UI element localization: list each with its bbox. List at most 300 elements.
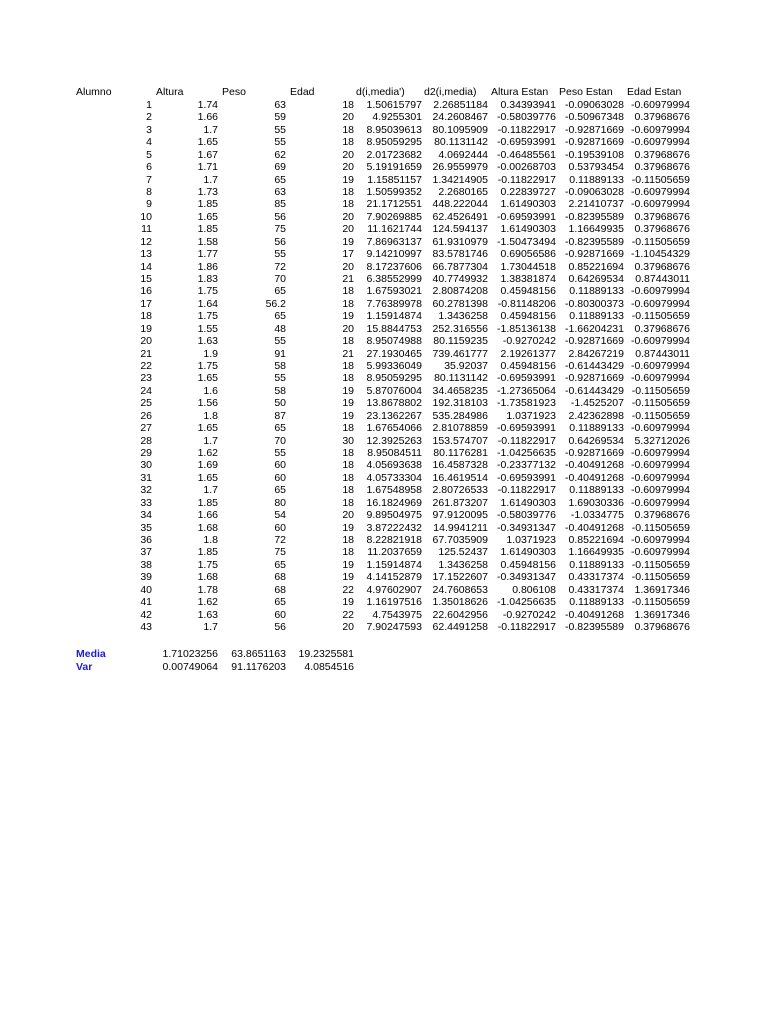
cell-edad-estan: 0.87443011 [635, 273, 690, 286]
cell-altura-estan: 0.45948156 [500, 558, 556, 571]
cell-peso: 63 [274, 99, 286, 111]
cell-peso-estan: 0.11889133 [569, 173, 624, 186]
table-row [0, 422, 768, 434]
cell-edad-estan: 0.87443011 [635, 347, 690, 360]
cell-peso-estan: 2.42362898 [568, 409, 624, 422]
cell-d2: 35.92037 [444, 360, 488, 373]
table-row [0, 223, 768, 235]
cell-d2: 62.4526491 [432, 210, 488, 223]
cell-d2: 62.4491258 [432, 621, 488, 634]
stat-var-peso: 91.1176203 [231, 661, 286, 673]
cell-edad-estan: -0.11505659 [631, 310, 690, 323]
cell-d2: 34.4658235 [432, 384, 488, 397]
cell-edad: 18 [342, 186, 354, 198]
cell-d: 8.95059295 [366, 372, 422, 385]
cell-d: 1.67548958 [366, 484, 422, 497]
cell-d: 4.14152879 [366, 571, 422, 584]
cell-edad-estan: -1.10454329 [631, 248, 690, 261]
table-row [0, 136, 768, 148]
cell-edad: 18 [342, 459, 354, 472]
cell-altura-estan: -0.11822917 [497, 621, 556, 634]
cell-alumno: 39 [140, 571, 152, 584]
cell-alumno: 32 [140, 484, 152, 497]
cell-peso: 87 [274, 409, 286, 422]
cell-d: 23.1362267 [366, 409, 422, 422]
stat-var-edad: 4.0854516 [304, 661, 354, 673]
cell-alumno: 26 [140, 409, 152, 422]
cell-d: 1.15914874 [366, 310, 422, 323]
cell-edad: 21 [342, 273, 354, 286]
cell-edad: 18 [342, 447, 354, 460]
cell-altura-estan: -0.69593991 [497, 372, 556, 385]
cell-edad-estan: -0.60979994 [631, 484, 690, 497]
cell-alumno: 27 [140, 422, 152, 435]
cell-altura: 1.74 [197, 99, 218, 111]
cell-alumno: 7 [146, 173, 152, 186]
table-row [0, 609, 768, 621]
cell-edad-estan: -0.60979994 [631, 496, 690, 509]
cell-peso: 68 [274, 583, 286, 596]
cell-alumno: 28 [140, 434, 152, 447]
cell-edad: 20 [342, 621, 354, 634]
cell-alumno: 43 [140, 621, 152, 634]
cell-peso: 55 [274, 123, 286, 136]
cell-altura: 1.85 [197, 223, 218, 236]
cell-alumno: 2 [146, 111, 152, 124]
table-row [0, 571, 768, 583]
cell-altura: 1.62 [197, 447, 218, 460]
cell-peso-estan: 0.64269534 [568, 434, 624, 447]
table-row [0, 149, 768, 161]
cell-d: 12.3925263 [366, 434, 422, 447]
cell-d: 3.87222432 [366, 521, 422, 534]
cell-peso-estan: -1.0334775 [570, 509, 624, 522]
table-row [0, 435, 768, 447]
cell-alumno: 38 [140, 558, 152, 571]
cell-altura: 1.83 [197, 273, 218, 286]
cell-d2: 16.4587328 [432, 459, 488, 472]
cell-peso: 58 [274, 384, 286, 397]
cell-alumno: 37 [140, 546, 152, 559]
cell-d: 1.15851157 [367, 173, 422, 186]
cell-edad: 18 [342, 285, 354, 298]
cell-altura-estan: -1.85136138 [497, 322, 556, 335]
table-row [0, 497, 768, 509]
cell-edad: 19 [342, 409, 354, 422]
table-row [0, 534, 768, 546]
cell-altura-estan: -0.11822917 [497, 123, 556, 136]
cell-peso: 65 [274, 484, 286, 497]
cell-peso-estan: 0.11889133 [569, 484, 624, 497]
cell-altura-estan: -1.27365064 [497, 384, 556, 397]
cell-altura: 1.58 [197, 235, 218, 248]
cell-d: 7.90247593 [366, 621, 422, 634]
cell-alumno: 31 [140, 471, 152, 484]
cell-d: 15.8844753 [366, 322, 422, 335]
cell-edad: 18 [342, 99, 354, 111]
cell-altura-estan: -1.73581923 [497, 397, 556, 410]
header-altura: Altura [156, 86, 184, 98]
cell-altura: 1.8 [203, 534, 218, 547]
cell-d: 5.19191659 [366, 161, 422, 174]
cell-edad: 20 [342, 509, 354, 522]
cell-peso: 80 [274, 496, 286, 509]
cell-edad: 18 [342, 198, 354, 211]
cell-peso: 60 [274, 471, 286, 484]
cell-altura-estan: 0.69056586 [500, 248, 556, 261]
table-row [0, 410, 768, 422]
cell-edad: 19 [342, 235, 354, 248]
cell-altura-estan: -0.58039776 [497, 509, 556, 522]
cell-altura-estan: -0.58039776 [497, 111, 556, 124]
cell-peso-estan: -0.82395589 [565, 210, 624, 223]
cell-d: 8.22821918 [366, 534, 422, 547]
cell-d: 27.1930465 [366, 347, 422, 360]
cell-edad: 20 [342, 161, 354, 174]
cell-d2: 40.7749932 [432, 273, 488, 286]
header-altura-estan: Altura Estan [491, 86, 549, 98]
table-row [0, 186, 768, 198]
table-row [0, 285, 768, 297]
cell-peso: 48 [274, 322, 286, 335]
cell-edad-estan: -0.11505659 [631, 558, 690, 571]
cell-alumno: 19 [140, 322, 152, 335]
cell-alumno: 36 [140, 534, 152, 547]
cell-peso-estan: 0.64269534 [568, 273, 624, 286]
cell-d2: 80.1176281 [433, 447, 488, 460]
cell-altura: 1.66 [197, 509, 218, 522]
stat-media-altura: 1.71023256 [162, 648, 218, 660]
cell-edad: 20 [342, 223, 354, 236]
cell-edad-estan: -0.11505659 [631, 397, 690, 410]
cell-alumno: 17 [140, 297, 152, 310]
cell-peso-estan: 2.84267219 [568, 347, 624, 360]
cell-peso-estan: -0.92871669 [565, 372, 624, 385]
cell-edad-estan: -0.60979994 [631, 546, 690, 559]
cell-d2: 24.2608467 [432, 111, 488, 124]
cell-peso: 65 [274, 310, 286, 323]
cell-edad: 30 [342, 434, 354, 447]
cell-altura-estan: -0.23377132 [497, 459, 556, 472]
cell-peso-estan: -0.19539108 [565, 148, 624, 161]
cell-d2: 252.316556 [432, 322, 488, 335]
cell-alumno: 34 [140, 509, 152, 522]
cell-peso: 68 [274, 571, 286, 584]
cell-peso: 58 [274, 360, 286, 373]
cell-altura: 1.7 [203, 484, 218, 497]
cell-altura: 1.75 [197, 360, 218, 373]
cell-edad-estan: -0.11505659 [631, 235, 690, 248]
header-peso-estan: Peso Estan [559, 86, 613, 98]
cell-altura-estan: 0.45948156 [500, 285, 556, 298]
cell-d2: 2.80726533 [432, 484, 488, 497]
cell-peso: 63 [274, 186, 286, 198]
cell-edad-estan: 0.37968676 [634, 210, 690, 223]
cell-altura: 1.65 [197, 471, 218, 484]
cell-altura: 1.85 [197, 496, 218, 509]
table-row [0, 559, 768, 571]
table-row [0, 397, 768, 409]
cell-peso: 60 [274, 459, 286, 472]
cell-altura-estan: 0.45948156 [500, 310, 556, 323]
cell-peso: 55 [274, 136, 286, 149]
cell-peso: 60 [274, 521, 286, 534]
cell-d2: 1.3436258 [438, 558, 488, 571]
table-row [0, 310, 768, 322]
cell-altura: 1.62 [197, 596, 218, 609]
cell-edad-estan: 0.37968676 [634, 322, 690, 335]
cell-d: 4.7543975 [372, 608, 422, 621]
cell-alumno: 22 [140, 360, 152, 373]
cell-peso: 65 [274, 173, 286, 186]
cell-d2: 17.1522607 [432, 571, 488, 584]
cell-peso-estan: 0.43317374 [568, 583, 624, 596]
cell-d: 21.1712551 [366, 198, 422, 211]
cell-altura: 1.75 [197, 310, 218, 323]
cell-altura-estan: -0.34931347 [497, 521, 556, 534]
cell-d2: 261.873207 [432, 496, 488, 509]
cell-d: 2.01723682 [366, 148, 422, 161]
header-alumno: Alumno [76, 86, 112, 98]
cell-edad-estan: 0.37968676 [634, 161, 690, 174]
cell-d2: 2.26851184 [433, 99, 488, 111]
cell-d2: 97.9120095 [432, 509, 488, 522]
table-row [0, 298, 768, 310]
cell-d: 13.8678802 [366, 397, 422, 410]
table-row [0, 124, 768, 136]
cell-altura-estan: -0.69593991 [497, 471, 556, 484]
cell-altura-estan: -0.00268703 [497, 161, 556, 174]
cell-peso-estan: -0.09063028 [565, 186, 624, 198]
table-row [0, 99, 768, 111]
cell-edad: 19 [342, 558, 354, 571]
cell-peso-estan: 1.16649935 [568, 546, 624, 559]
cell-altura: 1.7 [203, 173, 218, 186]
cell-peso-estan: 1.69030336 [568, 496, 624, 509]
cell-alumno: 3 [146, 123, 152, 136]
cell-d2: 14.9941211 [433, 521, 488, 534]
cell-alumno: 24 [140, 384, 152, 397]
cell-altura-estan: -0.46485561 [497, 148, 556, 161]
cell-altura-estan: 1.61490303 [500, 223, 556, 236]
table-row [0, 248, 768, 260]
cell-altura: 1.63 [197, 608, 218, 621]
cell-alumno: 14 [140, 260, 152, 273]
cell-d: 1.15914874 [366, 558, 422, 571]
cell-peso-estan: -0.82395589 [565, 621, 624, 634]
cell-d: 11.2037659 [367, 546, 422, 559]
cell-altura: 1.69 [197, 459, 218, 472]
cell-d2: 153.574707 [432, 434, 488, 447]
table-row [0, 360, 768, 372]
cell-alumno: 40 [140, 583, 152, 596]
cell-altura-estan: -0.9270242 [502, 608, 556, 621]
cell-alumno: 12 [140, 235, 152, 248]
cell-altura: 1.64 [197, 297, 218, 310]
cell-d2: 192.318103 [432, 397, 488, 410]
cell-alumno: 33 [140, 496, 152, 509]
cell-altura: 1.8 [203, 409, 218, 422]
cell-altura: 1.78 [197, 583, 218, 596]
cell-d: 8.95074988 [366, 335, 422, 348]
cell-d: 11.1621744 [367, 223, 422, 236]
cell-edad: 19 [342, 384, 354, 397]
cell-alumno: 1 [146, 99, 152, 111]
cell-altura: 1.77 [197, 248, 218, 261]
cell-altura-estan: 0.45948156 [500, 360, 556, 373]
cell-peso: 55 [274, 447, 286, 460]
cell-peso-estan: 0.11889133 [569, 596, 624, 609]
cell-d2: 16.4619514 [432, 471, 488, 484]
cell-edad: 22 [342, 583, 354, 596]
cell-alumno: 8 [146, 186, 152, 198]
cell-altura-estan: 1.38381874 [500, 273, 556, 286]
cell-edad: 19 [342, 521, 354, 534]
stat-media-peso: 63.8651163 [231, 648, 286, 660]
cell-edad-estan: 0.37968676 [634, 260, 690, 273]
header-row [0, 86, 768, 98]
cell-edad: 18 [342, 422, 354, 435]
cell-d2: 125.52437 [438, 546, 488, 559]
cell-peso: 50 [274, 397, 286, 410]
cell-peso-estan: -0.09063028 [565, 99, 624, 111]
cell-edad: 18 [342, 335, 354, 348]
cell-d: 8.95084511 [367, 447, 422, 460]
cell-peso: 56 [274, 235, 286, 248]
cell-edad-estan: -0.60979994 [631, 372, 690, 385]
table-row [0, 621, 768, 633]
cell-d: 8.17237606 [366, 260, 422, 273]
cell-d: 8.95059295 [366, 136, 422, 149]
cell-altura-estan: -0.69593991 [497, 210, 556, 223]
cell-altura: 1.63 [197, 335, 218, 348]
cell-edad: 22 [342, 608, 354, 621]
cell-edad-estan: -0.60979994 [631, 422, 690, 435]
cell-peso-estan: 0.11889133 [569, 310, 624, 323]
cell-d: 4.05693638 [366, 459, 422, 472]
cell-alumno: 20 [140, 335, 152, 348]
cell-d: 1.50615797 [366, 99, 422, 111]
cell-alumno: 21 [140, 347, 152, 360]
cell-d2: 448.222044 [432, 198, 488, 211]
cell-d2: 2.80874208 [432, 285, 488, 298]
cell-peso: 72 [274, 260, 286, 273]
cell-d: 8.95039613 [366, 123, 422, 136]
cell-alumno: 29 [140, 447, 152, 460]
cell-peso-estan: 0.11889133 [569, 558, 624, 571]
cell-alumno: 30 [140, 459, 152, 472]
cell-alumno: 10 [140, 210, 152, 223]
cell-altura: 1.7 [203, 434, 218, 447]
cell-altura: 1.7 [203, 621, 218, 634]
cell-peso-estan: 0.85221694 [568, 260, 624, 273]
stat-media-edad: 19.2325581 [298, 648, 354, 660]
cell-d2: 67.7035909 [432, 534, 488, 547]
cell-altura-estan: 1.61490303 [500, 546, 556, 559]
cell-peso-estan: -0.50967348 [565, 111, 624, 124]
cell-peso: 55 [274, 372, 286, 385]
cell-peso: 65 [274, 596, 286, 609]
cell-edad: 20 [342, 322, 354, 335]
cell-peso-estan: 1.16649935 [568, 223, 624, 236]
cell-altura-estan: 1.0371923 [506, 409, 556, 422]
cell-edad-estan: -0.60979994 [631, 285, 690, 298]
cell-peso: 65 [274, 558, 286, 571]
table-row [0, 472, 768, 484]
cell-d2: 24.7608653 [432, 583, 488, 596]
cell-alumno: 35 [140, 521, 152, 534]
cell-altura-estan: 0.806108 [512, 583, 556, 596]
cell-altura: 1.7 [203, 123, 218, 136]
cell-altura: 1.71 [197, 161, 218, 174]
cell-edad-estan: -0.60979994 [631, 123, 690, 136]
cell-altura: 1.65 [197, 372, 218, 385]
cell-altura: 1.66 [197, 111, 218, 124]
cell-alumno: 41 [140, 596, 152, 609]
cell-edad-estan: -0.60979994 [631, 297, 690, 310]
cell-peso: 59 [274, 111, 286, 124]
table-row [0, 484, 768, 496]
cell-altura: 1.85 [197, 198, 218, 211]
cell-altura-estan: -0.9270242 [502, 335, 556, 348]
cell-d2: 739.461777 [432, 347, 488, 360]
cell-d2: 124.594137 [432, 223, 488, 236]
cell-alumno: 4 [146, 136, 152, 149]
cell-peso: 70 [274, 273, 286, 286]
cell-peso: 62 [274, 148, 286, 161]
cell-edad: 18 [342, 372, 354, 385]
cell-peso: 56.2 [265, 297, 286, 310]
stat-label-var: Var [76, 661, 93, 673]
table-row [0, 584, 768, 596]
cell-edad: 18 [342, 534, 354, 547]
cell-altura-estan: 1.61490303 [500, 198, 556, 211]
cell-altura-estan: 0.34393941 [500, 99, 556, 111]
cell-d: 6.38552999 [366, 273, 422, 286]
cell-edad-estan: -0.60979994 [631, 198, 690, 211]
cell-altura: 1.67 [197, 148, 218, 161]
header-d: d(i,media') [356, 86, 405, 98]
cell-alumno: 5 [146, 148, 152, 161]
cell-edad: 18 [342, 297, 354, 310]
cell-peso-estan: -0.61443429 [565, 384, 624, 397]
cell-d: 1.50599352 [366, 186, 422, 198]
cell-edad-estan: -0.11505659 [631, 409, 690, 422]
cell-peso-estan: -1.66204231 [565, 322, 624, 335]
cell-d2: 1.34214905 [432, 173, 488, 186]
cell-d: 5.99336049 [366, 360, 422, 373]
cell-edad-estan: -0.60979994 [631, 459, 690, 472]
cell-d2: 61.9310979 [432, 235, 488, 248]
cell-alumno: 11 [141, 223, 152, 236]
cell-edad-estan: 0.37968676 [634, 111, 690, 124]
cell-edad: 18 [342, 136, 354, 149]
cell-altura-estan: -0.69593991 [497, 136, 556, 149]
stat-label-media: Media [76, 648, 106, 660]
cell-d2: 4.0692444 [438, 148, 488, 161]
cell-alumno: 6 [146, 161, 152, 174]
stats-row-media [0, 648, 768, 660]
cell-d2: 80.1159235 [433, 335, 488, 348]
table-row [0, 198, 768, 210]
cell-altura: 1.73 [197, 186, 218, 198]
cell-edad-estan: 1.36917346 [634, 583, 690, 596]
cell-altura: 1.86 [197, 260, 218, 273]
cell-altura-estan: -1.50473494 [497, 235, 556, 248]
cell-peso-estan: 0.85221694 [568, 534, 624, 547]
cell-d2: 80.1131142 [434, 372, 488, 385]
cell-peso-estan: -1.4525207 [570, 397, 624, 410]
